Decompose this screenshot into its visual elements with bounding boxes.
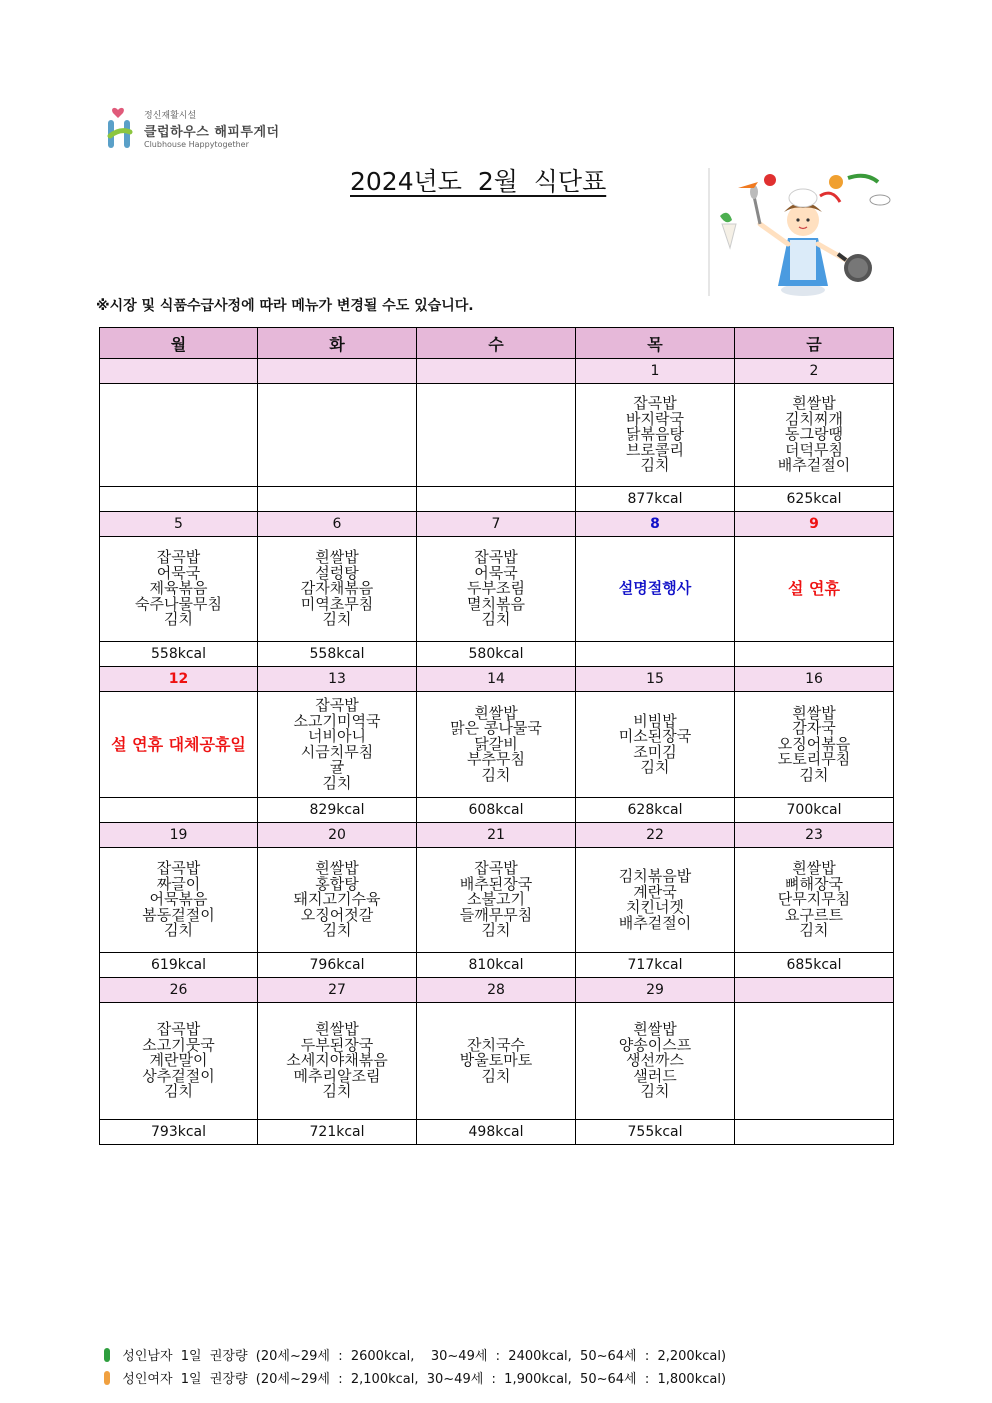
kcal-cell bbox=[417, 487, 576, 512]
heart-h-logo-icon bbox=[104, 106, 138, 152]
menu-item: 잡곡밥 bbox=[156, 548, 201, 567]
date-row bbox=[100, 512, 894, 537]
menu-item: 양송이스프 bbox=[618, 1035, 692, 1054]
meal-cell bbox=[576, 384, 735, 487]
kcal-cell: 628kcal bbox=[576, 798, 735, 823]
menu-body bbox=[100, 359, 894, 1145]
menu-item: 미역초무침 bbox=[300, 594, 374, 613]
menu-item: 흰쌀밥 bbox=[792, 394, 836, 413]
kcal-cell: 558kcal bbox=[258, 642, 417, 667]
kcal-row bbox=[100, 953, 894, 978]
menu-item: 동그랑땡 bbox=[785, 425, 843, 444]
menu-item: 멸치볶음 bbox=[467, 594, 525, 613]
menu-item: 뼈해장국 bbox=[785, 874, 843, 893]
menu-item: 흰쌀밥 bbox=[474, 703, 518, 722]
kcal-row bbox=[100, 642, 894, 667]
menu-item: 배추겉절이 bbox=[777, 456, 851, 475]
meal-row bbox=[100, 848, 894, 953]
female-recommendation-text: 성인여자 1일 권장량 (20세~29세 : 2,100kcal, 30~49세 : 1,900kcal, 50~64세 : 1,800kcal) bbox=[122, 1372, 727, 1387]
menu-item: 계란국 bbox=[633, 882, 677, 901]
date-cell: 19 bbox=[100, 823, 258, 848]
meal-row bbox=[100, 1003, 894, 1120]
kcal-cell: 700kcal bbox=[735, 798, 894, 823]
menu-item: 바지락국 bbox=[626, 409, 684, 428]
date-cell: 29 bbox=[576, 978, 735, 1003]
weekday-header: 금 bbox=[735, 328, 894, 359]
meal-cell bbox=[258, 384, 417, 487]
menu-item: 숙주나물무침 bbox=[135, 594, 222, 613]
meal-cell bbox=[100, 537, 258, 642]
kcal-cell: 717kcal bbox=[576, 953, 735, 978]
menu-item: 김치찌개 bbox=[785, 409, 843, 428]
meal-row bbox=[100, 537, 894, 642]
menu-item: 부추무침 bbox=[467, 750, 525, 769]
date-cell bbox=[417, 359, 576, 384]
menu-item: 김치 bbox=[640, 456, 670, 475]
meal-cell bbox=[735, 692, 894, 798]
meal-cell bbox=[258, 537, 417, 642]
footer-female-recommendation bbox=[96, 1353, 726, 1387]
menu-item: 김치 bbox=[481, 610, 511, 629]
meal-cell bbox=[100, 692, 258, 798]
special-day-label: 설명절행사 bbox=[618, 579, 692, 598]
weekday-header: 목 bbox=[576, 328, 735, 359]
chef-girl-illustration bbox=[708, 168, 898, 298]
special-day-label: 설 연휴 bbox=[788, 579, 840, 599]
meal-cell bbox=[258, 848, 417, 953]
kcal-cell: 608kcal bbox=[417, 798, 576, 823]
menu-item: 귤 bbox=[329, 758, 345, 776]
kcal-cell: 580kcal bbox=[417, 642, 576, 667]
menu-item: 두부조림 bbox=[467, 579, 525, 598]
kcal-cell: 796kcal bbox=[258, 953, 417, 978]
meal-cell bbox=[417, 1003, 576, 1120]
date-cell: 23 bbox=[735, 823, 894, 848]
menu-item: 상추겉절이 bbox=[142, 1066, 215, 1085]
kcal-row bbox=[100, 487, 894, 512]
menu-item: 도토리무침 bbox=[777, 750, 851, 769]
menu-item: 들깨무무침 bbox=[459, 905, 533, 924]
menu-item: 흰쌀밥 bbox=[633, 1020, 677, 1039]
kcal-cell: 755kcal bbox=[576, 1120, 735, 1145]
menu-item: 설렁탕 bbox=[315, 563, 359, 582]
menu-item: 흰쌀밥 bbox=[315, 548, 359, 567]
meal-cell bbox=[258, 692, 417, 798]
date-cell: 7 bbox=[417, 512, 576, 537]
meal-row bbox=[100, 692, 894, 798]
kcal-cell: 721kcal bbox=[258, 1120, 417, 1145]
menu-item: 잡곡밥 bbox=[315, 696, 359, 714]
menu-item: 흰쌀밥 bbox=[315, 1020, 359, 1039]
menu-item: 홍합탕 bbox=[315, 874, 359, 893]
menu-item: 요구르트 bbox=[785, 905, 843, 924]
date-cell: 2 bbox=[735, 359, 894, 384]
menu-item: 메추리알조림 bbox=[293, 1066, 381, 1085]
logo-english-name: Clubhouse Happytogether bbox=[144, 140, 249, 149]
date-cell: 20 bbox=[258, 823, 417, 848]
date-cell: 26 bbox=[100, 978, 258, 1003]
menu-item: 짜글이 bbox=[156, 874, 201, 893]
orange-bullet-icon bbox=[104, 1371, 110, 1385]
kcal-cell bbox=[735, 1120, 894, 1145]
male-recommendation-text: 성인남자 1일 권장량 (20세~29세 : 2600kcal, 30~49세 : 2400kcal, 50~64세 : 2,200kcal) bbox=[122, 1349, 727, 1364]
menu-item: 미소된장국 bbox=[618, 727, 692, 745]
meal-cell bbox=[417, 384, 576, 487]
menu-item: 제육볶음 bbox=[149, 579, 208, 598]
kcal-cell: 558kcal bbox=[100, 642, 258, 667]
meal-cell bbox=[576, 848, 735, 953]
meal-cell bbox=[735, 384, 894, 487]
menu-item: 어묵볶음 bbox=[149, 890, 208, 909]
date-cell: 28 bbox=[417, 978, 576, 1003]
menu-item: 오징어볶음 bbox=[777, 734, 851, 753]
menu-item: 비빔밥 bbox=[633, 711, 677, 730]
menu-item: 더덕무침 bbox=[785, 440, 843, 459]
menu-item: 김치 bbox=[799, 765, 829, 784]
meal-cell bbox=[100, 848, 258, 953]
weekday-header: 월 bbox=[100, 328, 258, 359]
menu-item: 잡곡밥 bbox=[633, 394, 677, 413]
menu-item: 배추겉절이 bbox=[618, 913, 692, 932]
menu-item: 흰쌀밥 bbox=[792, 859, 836, 878]
date-cell: 1 bbox=[576, 359, 735, 384]
date-cell: 14 bbox=[417, 667, 576, 692]
date-cell bbox=[100, 359, 258, 384]
menu-item: 맑은 콩나물국 bbox=[450, 719, 542, 738]
menu-item: 소불고기 bbox=[467, 890, 525, 909]
date-cell: 13 bbox=[258, 667, 417, 692]
menu-item: 흰쌀밥 bbox=[792, 703, 836, 722]
date-cell: 9 bbox=[735, 512, 894, 537]
meal-cell bbox=[417, 848, 576, 953]
kcal-cell bbox=[258, 487, 417, 512]
date-cell: 8 bbox=[576, 512, 735, 537]
menu-item: 샐러드 bbox=[633, 1066, 677, 1085]
menu-item: 잡곡밥 bbox=[156, 859, 201, 878]
date-cell bbox=[735, 978, 894, 1003]
kcal-cell: 793kcal bbox=[100, 1120, 258, 1145]
date-cell bbox=[258, 359, 417, 384]
menu-item: 김치 bbox=[640, 758, 670, 776]
date-cell: 5 bbox=[100, 512, 258, 537]
date-cell: 12 bbox=[100, 667, 258, 692]
kcal-cell: 829kcal bbox=[258, 798, 417, 823]
menu-item: 봄동겉절이 bbox=[142, 905, 215, 924]
menu-item: 너비아니 bbox=[308, 727, 366, 745]
meal-cell bbox=[576, 537, 735, 642]
weekday-header: 수 bbox=[417, 328, 576, 359]
weekday-header-row bbox=[100, 328, 894, 359]
menu-item: 어묵국 bbox=[474, 563, 518, 582]
page-title: 2024년도 2월 식단표 bbox=[350, 167, 607, 196]
menu-item: 닭갈비 bbox=[474, 734, 518, 753]
menu-item: 소세지야채볶음 bbox=[286, 1051, 388, 1070]
menu-item: 치킨너겟 bbox=[626, 898, 684, 916]
date-cell: 16 bbox=[735, 667, 894, 692]
meal-cell bbox=[735, 537, 894, 642]
menu-change-notice: ※시장 및 식품수급사정에 따라 메뉴가 변경될 수도 있습니다. bbox=[96, 298, 474, 314]
kcal-cell bbox=[100, 798, 258, 823]
kcal-cell bbox=[100, 487, 258, 512]
kcal-cell: 498kcal bbox=[417, 1120, 576, 1145]
date-cell: 22 bbox=[576, 823, 735, 848]
date-cell: 27 bbox=[258, 978, 417, 1003]
menu-item: 배추된장국 bbox=[459, 874, 533, 893]
menu-item: 어묵국 bbox=[156, 563, 201, 582]
menu-item: 김치 bbox=[481, 765, 511, 784]
menu-item: 잡곡밥 bbox=[474, 548, 518, 567]
meal-row bbox=[100, 384, 894, 487]
menu-item: 단무지무침 bbox=[777, 890, 851, 909]
kcal-cell bbox=[576, 642, 735, 667]
kcal-row bbox=[100, 798, 894, 823]
weekday-header: 화 bbox=[258, 328, 417, 359]
kcal-row bbox=[100, 1120, 894, 1145]
menu-item: 소고기미역국 bbox=[293, 711, 381, 730]
menu-item: 김치 bbox=[322, 921, 352, 940]
date-cell: 21 bbox=[417, 823, 576, 848]
special-day-label: 설 연휴 대체공휴일 bbox=[111, 734, 246, 754]
kcal-cell: 619kcal bbox=[100, 953, 258, 978]
date-row bbox=[100, 667, 894, 692]
kcal-cell: 685kcal bbox=[735, 953, 894, 978]
kcal-cell: 625kcal bbox=[735, 487, 894, 512]
menu-item: 김치 bbox=[164, 921, 193, 940]
menu-item: 잡곡밥 bbox=[156, 1020, 201, 1039]
meal-cell bbox=[735, 848, 894, 953]
menu-item: 계란말이 bbox=[149, 1051, 208, 1070]
date-row bbox=[100, 978, 894, 1003]
menu-item: 브로콜리 bbox=[626, 440, 684, 459]
menu-item: 두부된장국 bbox=[300, 1035, 374, 1054]
menu-item: 조미김 bbox=[633, 742, 677, 761]
kcal-cell: 877kcal bbox=[576, 487, 735, 512]
menu-item: 소고기뭇국 bbox=[142, 1035, 215, 1054]
menu-item: 김치 bbox=[322, 610, 352, 629]
meal-cell bbox=[735, 1003, 894, 1120]
menu-item: 오징어젓갈 bbox=[300, 905, 374, 924]
menu-item: 김치볶음밥 bbox=[618, 867, 692, 885]
menu-item: 김치 bbox=[481, 1066, 511, 1085]
menu-item: 시금치무침 bbox=[300, 742, 374, 761]
menu-item: 김치 bbox=[322, 773, 352, 792]
monthly-menu-table bbox=[99, 327, 894, 1145]
meal-cell bbox=[576, 1003, 735, 1120]
logo-subtitle: 정신재활시설 bbox=[144, 111, 197, 121]
meal-cell bbox=[417, 692, 576, 798]
menu-item: 방울토마토 bbox=[459, 1051, 533, 1070]
menu-item: 감자채볶음 bbox=[300, 579, 374, 598]
date-cell: 15 bbox=[576, 667, 735, 692]
menu-item: 김치 bbox=[164, 1082, 193, 1101]
meal-cell bbox=[100, 1003, 258, 1120]
kcal-cell: 810kcal bbox=[417, 953, 576, 978]
menu-item: 김치 bbox=[322, 1082, 352, 1101]
date-row bbox=[100, 823, 894, 848]
meal-cell bbox=[576, 692, 735, 798]
menu-item: 흰쌀밥 bbox=[315, 859, 359, 878]
meal-cell bbox=[258, 1003, 417, 1120]
menu-item: 김치 bbox=[164, 610, 193, 629]
menu-item: 김치 bbox=[481, 921, 511, 940]
menu-item: 닭볶음탕 bbox=[626, 425, 684, 444]
menu-item: 감자국 bbox=[792, 719, 836, 738]
meal-cell bbox=[417, 537, 576, 642]
menu-item: 김치 bbox=[799, 921, 829, 940]
menu-item: 생선까스 bbox=[626, 1051, 684, 1070]
menu-item: 돼지고기수육 bbox=[293, 890, 381, 909]
date-row bbox=[100, 359, 894, 384]
clubhouse-logo bbox=[104, 104, 304, 156]
kcal-cell bbox=[735, 642, 894, 667]
menu-item: 잡곡밥 bbox=[474, 859, 518, 878]
menu-item: 잔치국수 bbox=[467, 1035, 525, 1054]
meal-cell bbox=[100, 384, 258, 487]
logo-name: 클럽하우스 해피투게더 bbox=[144, 125, 280, 140]
date-cell: 6 bbox=[258, 512, 417, 537]
menu-item: 김치 bbox=[640, 1082, 670, 1101]
